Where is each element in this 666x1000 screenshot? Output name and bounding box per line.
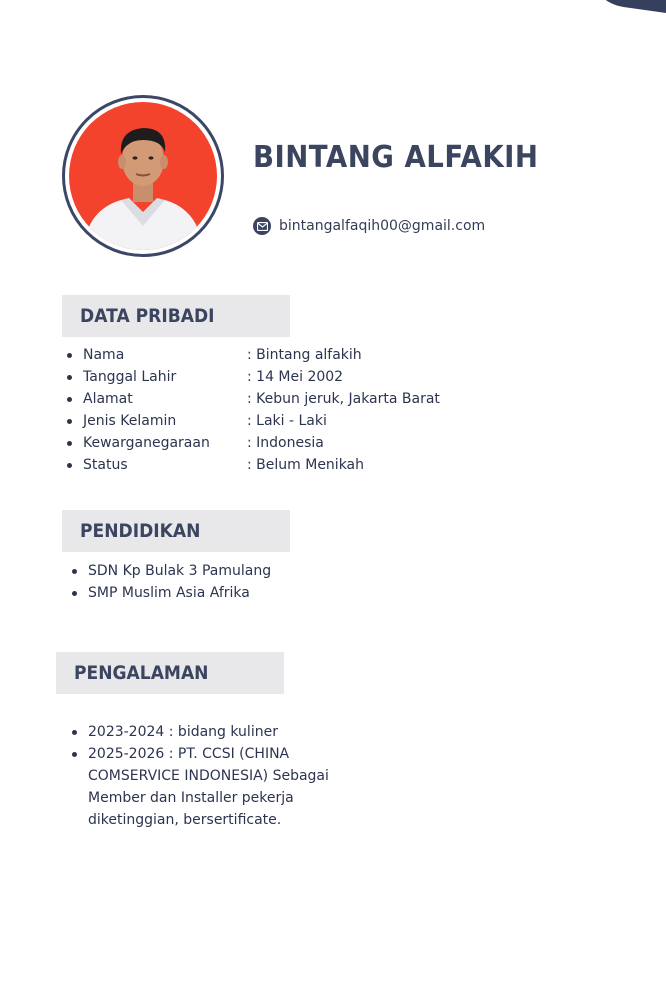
section-title: DATA PRIBADI: [80, 305, 215, 327]
list-item: SDN Kp Bulak 3 Pamulang: [68, 560, 271, 582]
personal-data-list: [63, 344, 440, 476]
experience-list: [68, 721, 338, 831]
list-item: Status : Belum Menikah: [63, 454, 440, 476]
list-item: 2025-2026 : PT. CCSI (CHINA COMSERVICE INDONESIA) Sebagai Member dan Installer pekerja diketinggian, bersertificate.: [68, 743, 338, 831]
list-item: Alamat : Kebun jeruk, Jakarta Barat: [63, 388, 440, 410]
email-text: bintangalfaqih00@gmail.com: [279, 218, 486, 234]
person-illustration: [69, 102, 217, 250]
section-title: PENGALAMAN: [74, 662, 209, 684]
section-header-pendidikan: [62, 510, 290, 552]
mail-icon: [253, 217, 271, 235]
section-title: PENDIDIKAN: [80, 520, 201, 542]
email-contact: [253, 217, 485, 235]
list-item: 2023-2024 : bidang kuliner: [68, 721, 338, 743]
list-item: Nama : Bintang alfakih: [63, 344, 440, 366]
profile-photo-frame: [62, 95, 224, 257]
section-header-pengalaman: [56, 652, 284, 694]
person-name: BINTANG ALFAKIH: [253, 140, 539, 175]
education-list: [68, 560, 271, 604]
list-item: Kewarganegaraan : Indonesia: [63, 432, 440, 454]
list-item: SMP Muslim Asia Afrika: [68, 582, 271, 604]
profile-photo: [69, 102, 217, 250]
list-item: Jenis Kelamin : Laki - Laki: [63, 410, 440, 432]
list-item: Tanggal Lahir : 14 Mei 2002: [63, 366, 440, 388]
corner-decoration: [584, 0, 666, 18]
section-header-pribadi: [62, 295, 290, 337]
